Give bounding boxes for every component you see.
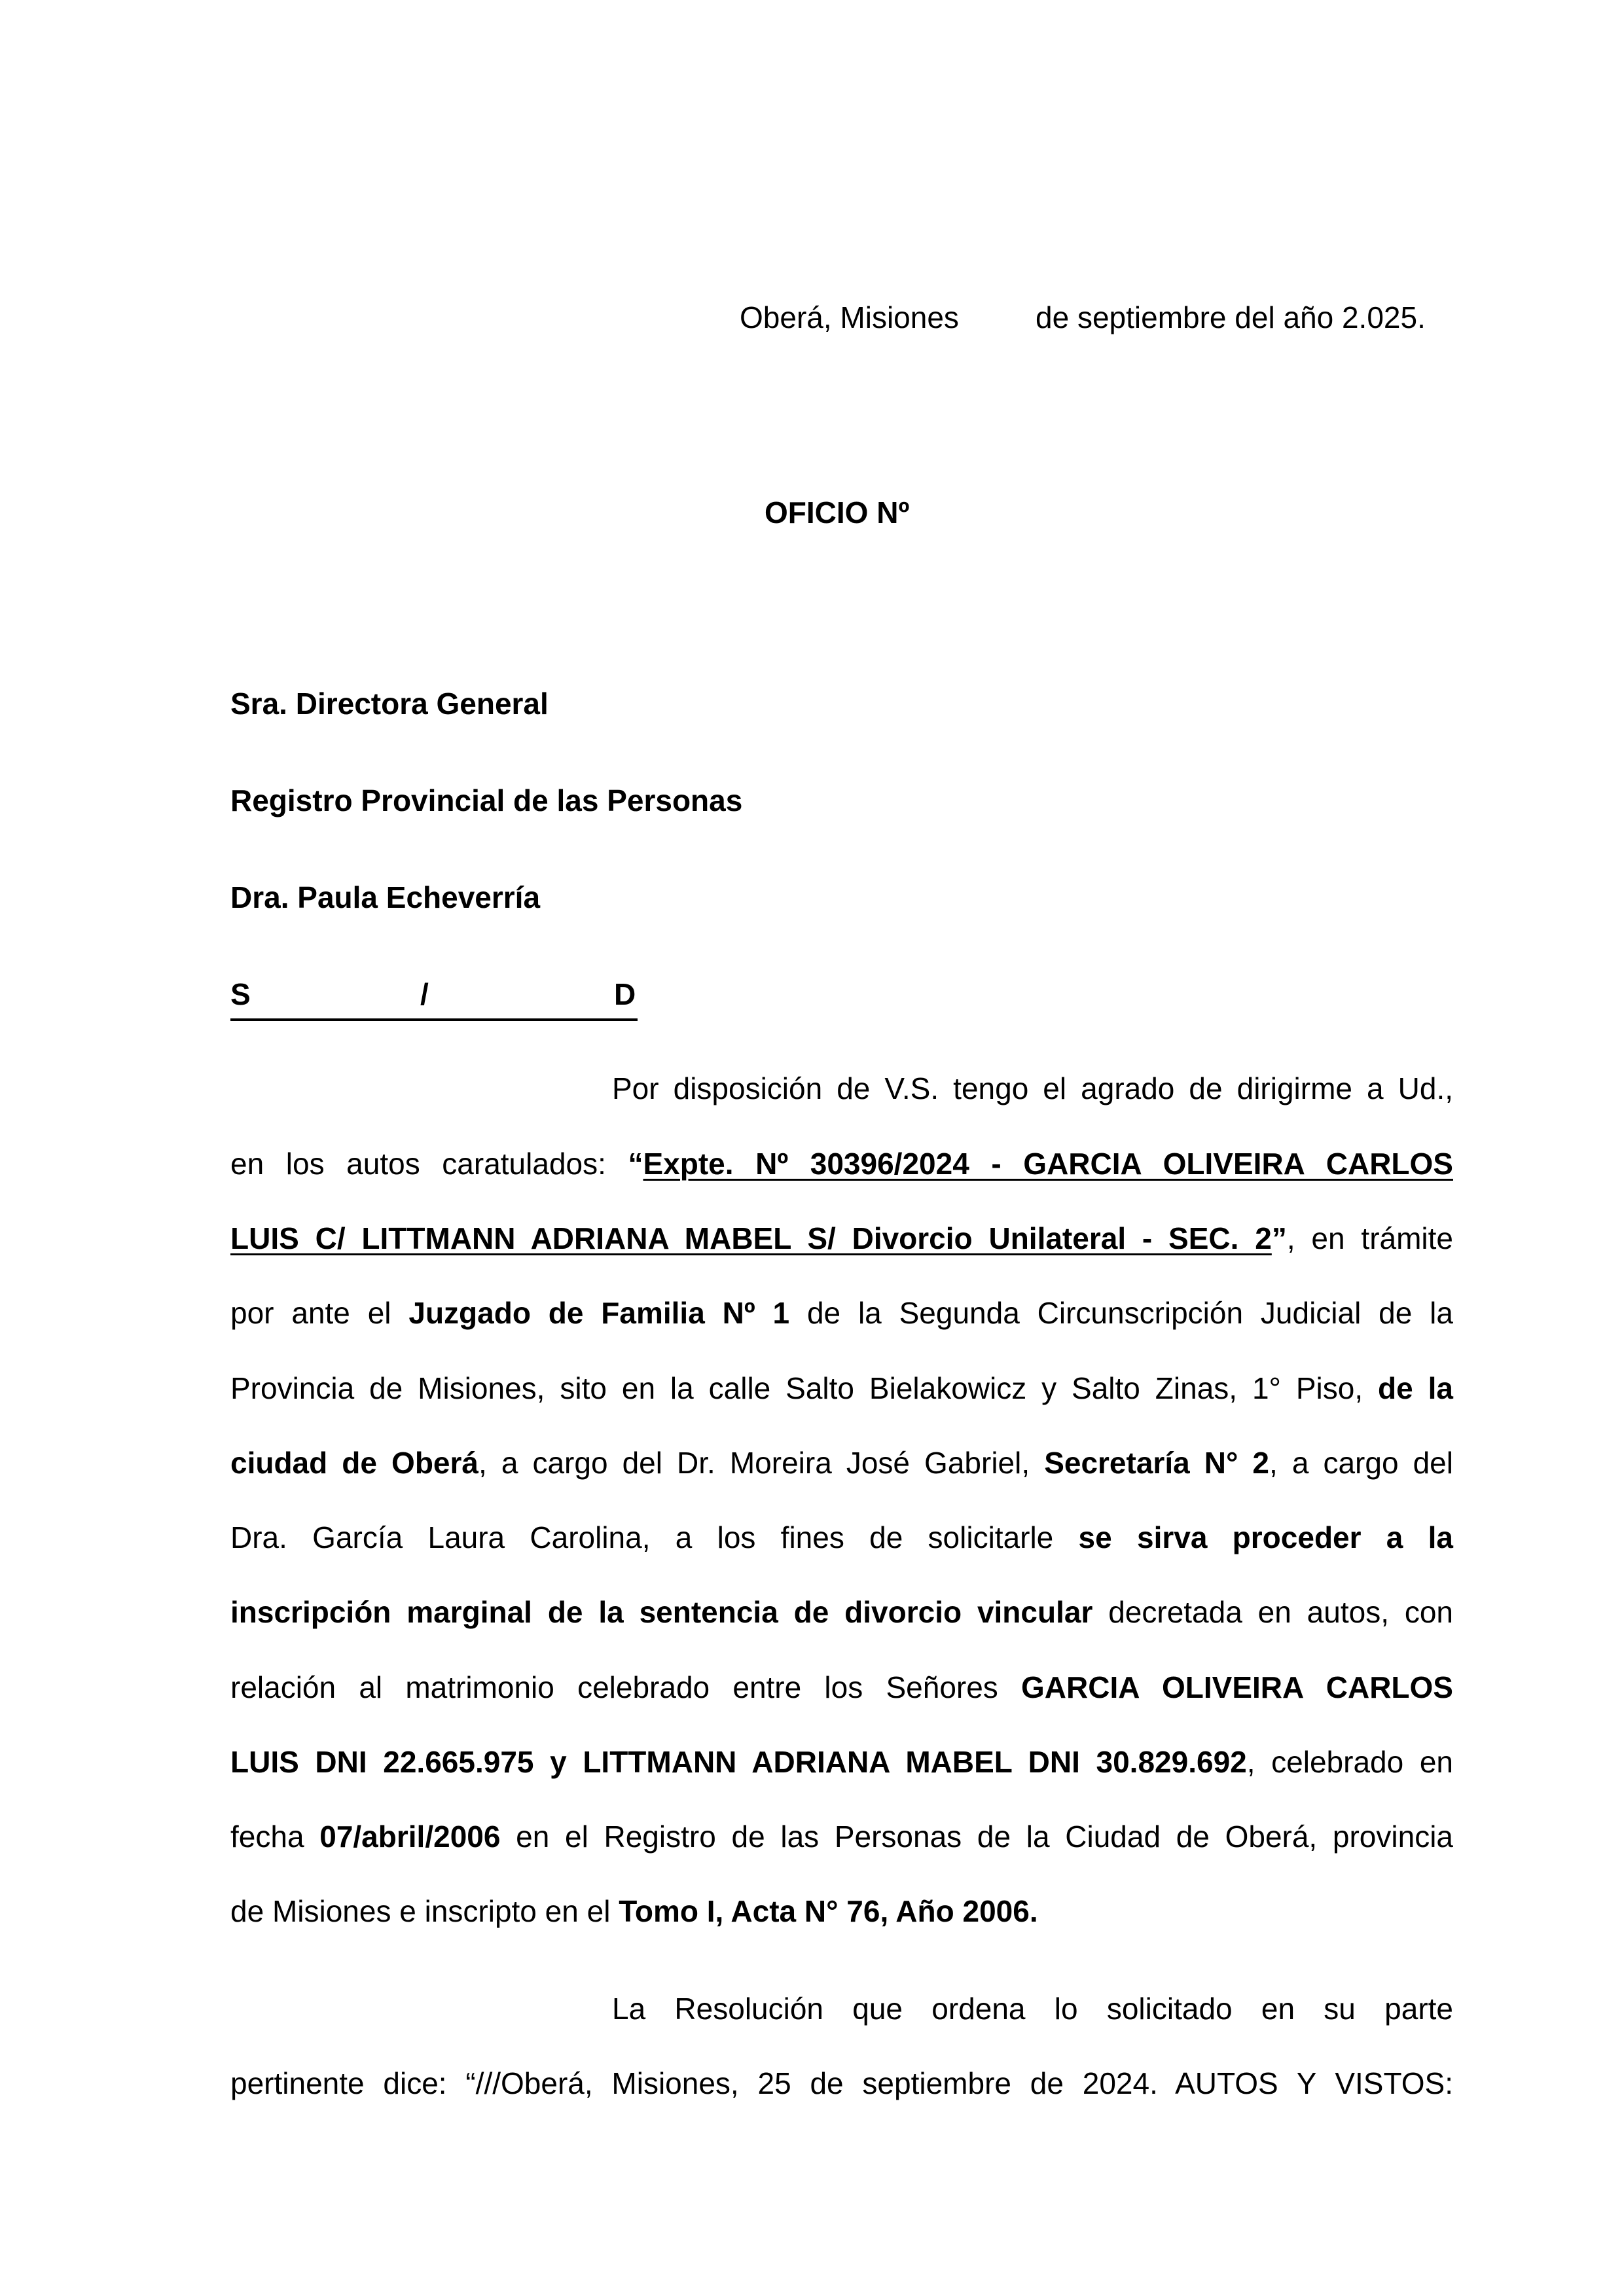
text-run: en los autos caratulados: bbox=[230, 1147, 628, 1181]
paragraph1-line5 bbox=[230, 1373, 1453, 1403]
date-text: de septiembre del año 2.025. bbox=[1036, 300, 1426, 334]
paragraph1-line2 bbox=[230, 1149, 1453, 1179]
text-run: Por disposición de V.S. tengo el agrado de dirigirme a Ud., bbox=[612, 1071, 1453, 1105]
text-run: , a cargo del Dr. Moreira José Gabriel, bbox=[478, 1446, 1045, 1480]
text-run: de Misiones e inscripto en el bbox=[230, 1894, 619, 1928]
secretaria: Secretaría N° 2 bbox=[1044, 1446, 1269, 1480]
paragraph1-line12 bbox=[230, 1896, 1453, 1926]
text-run: en el Registro de las Personas de la Ciudad de Oberá, provincia bbox=[500, 1820, 1454, 1854]
text-run: pertinente dice: “///Oberá, Misiones, 25 de septiembre de 2024. AUTOS Y VISTOS: bbox=[230, 2066, 1453, 2100]
party-name: GARCIA OLIVEIRA CARLOS bbox=[1021, 1670, 1453, 1704]
sd-slash: / bbox=[420, 977, 429, 1011]
addressee-name: Dra. Paula Echeverría bbox=[230, 880, 541, 914]
paragraph1-line10 bbox=[230, 1747, 1453, 1777]
text-run: Provincia de Misiones, sito en la calle Salto Bielakowicz y Salto Zinas, 1° Piso, bbox=[230, 1371, 1379, 1405]
case-title-part2: LUIS C/ LITTMANN ADRIANA MABEL S/ Divorcio Unilateral - SEC. 2 bbox=[230, 1221, 1272, 1255]
text-run: , a cargo del bbox=[1269, 1446, 1453, 1480]
salutation-sd bbox=[230, 979, 638, 1021]
quote-close: ” bbox=[1271, 1221, 1287, 1255]
registry-record: Tomo I, Acta N° 76, Año 2006. bbox=[619, 1894, 1038, 1928]
addressee-title: Sra. Directora General bbox=[230, 687, 549, 721]
bold-run: de la bbox=[1378, 1371, 1453, 1405]
text-run: relación al matrimonio celebrado entre los Señores bbox=[230, 1670, 1022, 1704]
text-run: por ante el bbox=[230, 1296, 409, 1330]
date-place: Oberá, Misiones bbox=[740, 300, 959, 334]
paragraph1-line11 bbox=[230, 1821, 1453, 1852]
city-name: ciudad de Oberá bbox=[230, 1446, 478, 1480]
quote-open: “ bbox=[628, 1147, 643, 1181]
marriage-date: 07/abril/2006 bbox=[319, 1820, 501, 1854]
sd-s: S bbox=[230, 977, 251, 1011]
request-bold: se sirva proceder a la bbox=[1078, 1520, 1454, 1554]
paragraph1-line7 bbox=[230, 1522, 1453, 1552]
text-run: fecha bbox=[230, 1820, 320, 1854]
text-run: de la Segunda Circunscripción Judicial de la bbox=[789, 1296, 1453, 1330]
text-run: , en trámite bbox=[1286, 1221, 1453, 1255]
paragraph2-line1 bbox=[612, 1994, 1453, 2024]
paragraph1-line4 bbox=[230, 1298, 1453, 1328]
paragraph1-line8 bbox=[230, 1597, 1453, 1627]
text-run: , celebrado en bbox=[1246, 1745, 1453, 1779]
paragraph1-line6 bbox=[230, 1448, 1453, 1478]
paragraph1-line3 bbox=[230, 1223, 1453, 1253]
addressee-institution: Registro Provincial de las Personas bbox=[230, 783, 743, 817]
case-title-part1: Expte. Nº 30396/2024 - GARCIA OLIVEIRA CARLOS bbox=[643, 1147, 1453, 1181]
oficio-title: OFICIO Nº bbox=[765, 495, 910, 529]
paragraph1-line1 bbox=[612, 1073, 1453, 1103]
text-run: Dra. García Laura Carolina, a los fines de solicitarle bbox=[230, 1520, 1079, 1554]
sd-d: D bbox=[614, 977, 636, 1011]
paragraph1-line9 bbox=[230, 1672, 1453, 1702]
request-bold: inscripción marginal de la sentencia de divorcio vincular bbox=[230, 1595, 1093, 1629]
court-name: Juzgado de Familia Nº 1 bbox=[408, 1296, 790, 1330]
text-run: decretada en autos, con bbox=[1092, 1595, 1454, 1629]
parties-dni: LUIS DNI 22.665.975 y LITTMANN ADRIANA MABEL DNI 30.829.692 bbox=[230, 1745, 1247, 1779]
text-run: La Resolución que ordena lo solicitado en su parte bbox=[612, 1992, 1453, 2026]
paragraph2-line2 bbox=[230, 2068, 1453, 2098]
